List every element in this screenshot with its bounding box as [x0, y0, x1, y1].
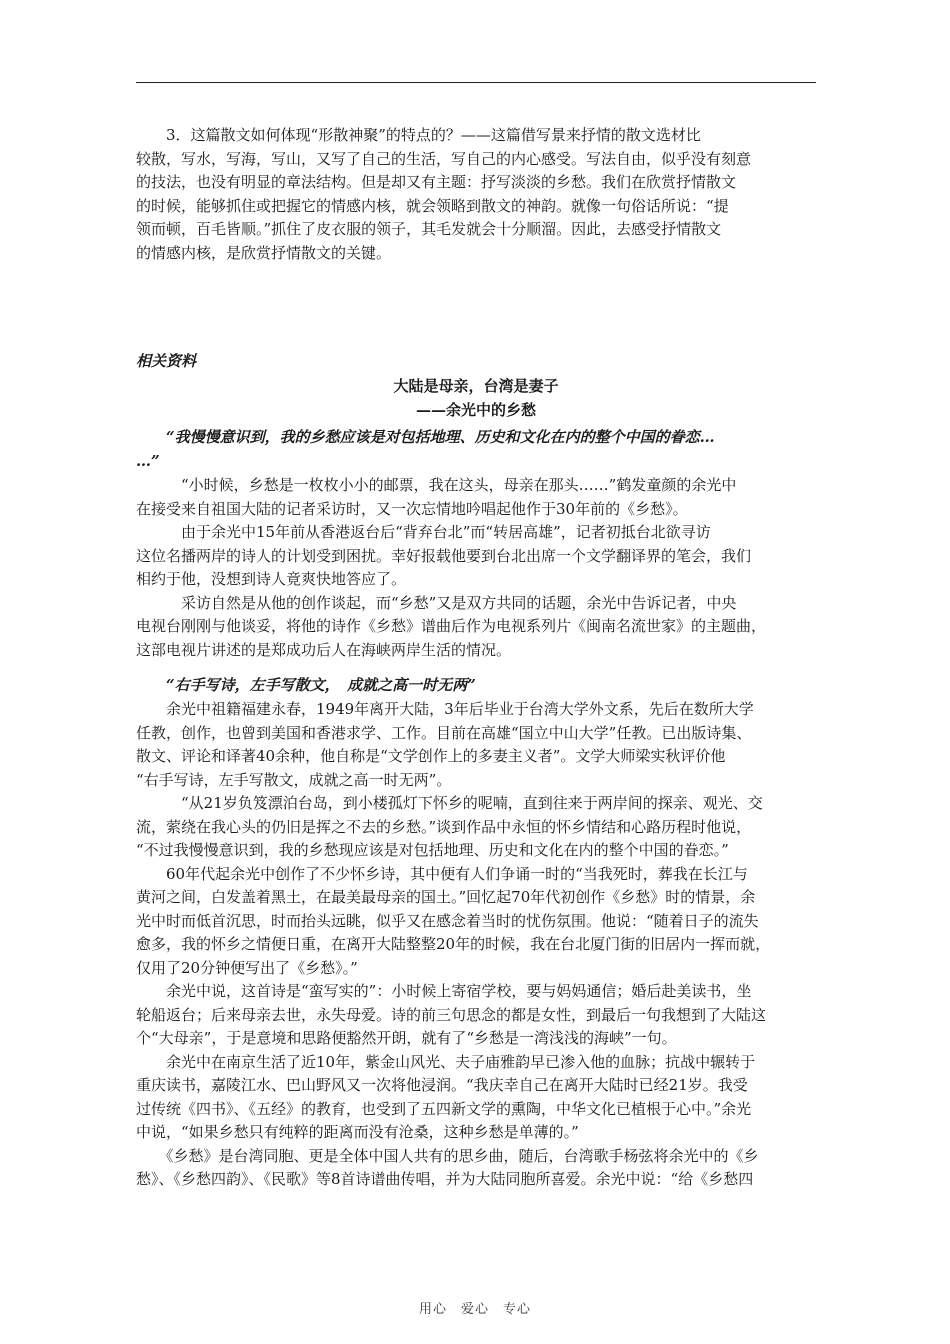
text-line: 散文、评论和译著40余种，他自称是“文学创作上的多妻主义者”。文学大师梁实秋评价他	[136, 747, 726, 765]
text-line: 余光中说，这首诗是“蛮写实的”：小时候上寄宿学校，要与妈妈通信；婚后赴美读书，坐	[136, 982, 752, 1000]
subheading	[136, 674, 816, 698]
lead-quote	[136, 426, 816, 473]
text-line: “右手写诗，左手写散文，成就之高一时无两”。	[136, 770, 452, 789]
related-materials-label: 相关资料	[136, 352, 197, 370]
text-line: 任教，创作，也曾到美国和香港求学、工作。目前在高雄“国立中山大学”任教。已出版诗集、	[136, 723, 752, 742]
lead-quote-line: “我慢慢意识到，我的乡愁应该是对包括地理、历史和文化在内的整个中国的眷恋…	[136, 428, 715, 446]
text-line: 较散，写水，写海，写山，又写了自己的生活，写自己的内心感受。写法自由，似乎没有刻意	[136, 149, 752, 168]
section-3-paragraph	[136, 124, 816, 265]
text-line: 3．这篇散文如何体现“形散神聚”的特点的？——这篇借写景来抒情的散文选材比	[136, 126, 701, 144]
text-line: 轮船返台；后来母亲去世，永失母爱。诗的前三句思念的都是女性，到最后一句我想到了大陆这	[136, 1005, 767, 1024]
text-line: 过传统《四书》、《五经》的教育，也受到了五四新文学的熏陶，中华文化已植根于心中。”余光	[136, 1099, 752, 1118]
text-line: 的技法，也没有明显的章法结构。但是却又有主题：抒写淡淡的乡愁。我们在欣赏抒情散文	[136, 173, 737, 191]
article-paragraphs-b	[136, 698, 816, 1192]
text-line: 在接受来自祖国大陆的记者采访时，又一次忘情地吟唱起他作于30年前的《乡愁》。	[136, 499, 688, 518]
text-line: “从21岁负笈漂泊台岛，到小楼孤灯下怀乡的呢喃，直到往来于两岸间的探亲、观光、交	[136, 794, 763, 812]
header-rule	[136, 82, 816, 83]
text-line: 个“大母亲”，于是意境和思路便豁然开朗，就有了“乡愁是一湾浅浅的海峡”一句。	[136, 1029, 677, 1047]
text-line: “不过我慢慢意识到，我的乡愁现应该是对包括地理、历史和文化在内的整个中国的眷恋。”	[136, 841, 729, 859]
text-line: 余光中祖籍福建永春，1949年离开大陆，3年后毕业于台湾大学外文系，先后在数所大学	[136, 700, 754, 718]
text-line: 这部电视片讲述的是郑成功后人在海峡两岸生活的情况。	[136, 640, 512, 659]
article-paragraphs-a	[136, 474, 816, 662]
article-title: 大陆是母亲，台湾是妻子	[393, 377, 559, 395]
text-line: 愈多，我的怀乡之情便日重，在离开大陆整整20年的时候，我在台北厦门街的旧居内一挥而就，	[136, 935, 771, 953]
text-line: 的情感内核，是欣赏抒情散文的关键。	[136, 243, 392, 262]
lead-quote-line: …”	[136, 451, 160, 470]
article-subtitle: ——余光中的乡愁	[415, 401, 536, 419]
text-line: 愁》、《乡愁四韵》、《民歌》等8首诗谱曲传唱，并为大陆同胞所喜爱。余光中说：“给《乡愁四	[136, 1170, 754, 1188]
text-line: 黄河之间，白发盖着黑土，在最美最母亲的国土。”回忆起70年代初创作《乡愁》时的情景，余	[136, 888, 756, 906]
text-line: 领而顿，百毛皆顺。”抓住了皮衣服的领子，其毛发就会十分顺溜。因此，去感受抒情散文	[136, 220, 722, 238]
text-line: 流，萦绕在我心头的仍旧是挥之不去的乡愁。”谈到作品中永恒的怀乡情结和心路历程时他说，	[136, 817, 752, 836]
text-line: “小时候，乡愁是一枚枚小小的邮票，我在这头，母亲在那头……”鹤发童颜的余光中	[136, 476, 737, 494]
text-line: 仅用了20分钟便写出了《乡愁》。”	[136, 958, 358, 977]
text-line: 60年代起余光中创作了不少怀乡诗，其中便有人们争诵一时的“当我死时，葬我在长江与	[136, 864, 748, 883]
text-line: 余光中在南京生活了近10年，紫金山风光、夫子庙雅韵早已渗入他的血脉；抗战中辗转于	[136, 1052, 756, 1071]
text-line: 这位名播两岸的诗人的计划受到困扰。幸好报载他要到台北出席一个文学翻译界的笔会，我们	[136, 546, 752, 565]
text-line: 电视台刚刚与他谈妥，将他的诗作《乡愁》谱曲后作为电视系列片《闽南名流世家》的主题曲，	[136, 617, 767, 635]
subheading-text: “右手写诗，左手写散文， 成就之高一时无两”	[136, 676, 476, 694]
text-line: 采访自然是从他的创作谈起，而“乡愁”又是双方共同的话题，余光中告诉记者，中央	[136, 593, 737, 612]
text-line: 由于余光中15年前从香港返台后“背弃台北”而“转居高雄”，记者初抵台北欲寻访	[136, 523, 711, 541]
text-line: 的时候，能够抓住或把握它的情感内核，就会领略到散文的神韵。就像一句俗话所说：“提	[136, 196, 729, 215]
text-line: 相约于他，没想到诗人竟爽快地答应了。	[136, 570, 407, 588]
text-line: 《乡愁》是台湾同胞、更是全体中国人共有的思乡曲，随后，台湾歌手杨弦将余光中的《乡	[136, 1146, 759, 1165]
page-footer: 用心 爱心 专心	[418, 1302, 531, 1317]
text-line: 重庆读书，嘉陵江水、巴山野风又一次将他浸润。“我庆幸自己在离开大陆时已经21岁。我受	[136, 1076, 748, 1094]
text-line: 光中时而低首沉思，时而抬头远眺，似乎又在感念着当时的忧伤氛围。他说：“随着日子的流失	[136, 911, 759, 930]
text-line: 中说，“如果乡愁只有纯粹的距离而没有沧桑，这种乡愁是单薄的。”	[136, 1123, 579, 1141]
